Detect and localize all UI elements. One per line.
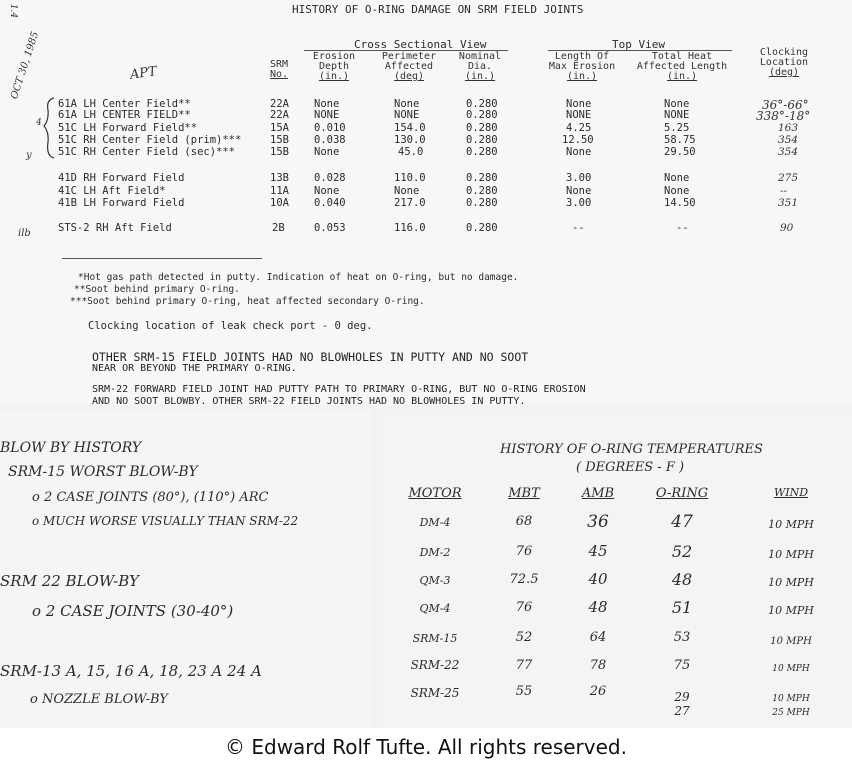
blowby-line-1: SRM-15 WORST BLOW-BY [8, 464, 198, 480]
col-amb: AMB [581, 486, 615, 501]
blowby-line-3: o MUCH WORSE VISUALLY THAN SRM-22 [32, 514, 299, 528]
para2-line1: SRM-22 FORWARD FIELD JOINT HAD PUTTY PATH TO PRIMARY O-RING, BUT NO O-RING EROSION [92, 384, 586, 395]
footnote-1: *Hot gas path detected in putty. Indication of heat on O-ring, but no damage. [78, 272, 519, 283]
col-perimeter: Perimeter Affected (deg) [381, 51, 437, 82]
col-mbt: MBT [508, 486, 540, 501]
blowby-line-4: SRM 22 BLOW-BY [0, 572, 139, 590]
blowby-line-5: o 2 CASE JOINTS (30-40°) [32, 602, 234, 620]
clocking-note: Clocking location of leak check port - 0 deg. [88, 320, 373, 332]
temps-subtitle: ( DEGREES - F ) [576, 460, 685, 475]
group-top-view: Top View [612, 38, 665, 51]
group-cross-sectional: Cross Sectional View [354, 38, 487, 51]
col-nominal-dia: Nominal Dia. (in.) [458, 51, 502, 82]
bracket-icon [42, 96, 56, 160]
footnote-2: **Soot behind primary O-ring. [74, 284, 240, 295]
blowby-line-7: o NOZZLE BLOW-BY [30, 692, 168, 707]
margin-note-apt: APT [129, 64, 158, 83]
temps-title: HISTORY OF O-RING TEMPERATURES [500, 442, 763, 457]
col-oring: O-RING [655, 486, 709, 501]
col-erosion-depth: Erosion Depth (in.) [312, 51, 356, 82]
footnote-3: ***Soot behind primary O-ring, heat affected secondary O-ring. [70, 296, 425, 307]
para2-line2: AND NO SOOT BLOWBY. OTHER SRM-22 FIELD JOINTS HAD NO BLOWHOLES IN PUTTY. [92, 396, 526, 407]
margin-date: OCT 30, 1985 [9, 30, 42, 101]
margin-note-ilb: ilb [18, 228, 31, 239]
para1-line2: NEAR OR BEYOND THE PRIMARY O-RING. [92, 363, 297, 374]
col-heat-length: Total Heat Affected Length (in.) [636, 51, 728, 82]
margin-note-y: y [26, 150, 32, 161]
oring-temperatures-table: HISTORY OF O-RING TEMPERATURES ( DEGREES - F ) MOTOR MBT AMB O-RING WIND DM-4 68 36 47 10 MPH DM-2 76 45 52 10 MPH QM-3 72.5 40 48 10 MPH QM-4 76 48 51 10 MPH SRM-15 52 64 53 10 MPH SRM-22 77 78 75 10 MPH SRM-25 55 26 29 10 MPH 27 25 MPH [378, 410, 852, 728]
col-motor: MOTOR [408, 486, 462, 501]
oring-damage-memo: HISTORY OF O-RING DAMAGE ON SRM FIELD JOINTS 1.4 OCT 30, 1985 APT 4 y ilb Cross Sectional View Top View SRM No. Erosion Depth (in.) Perimeter Affected (deg) Nominal Dia. (in.) Length Of Max Erosion (in.) Total Heat Affected Length (in.) Clocking Location (deg) 61A LH Center Field** 22A None None 0.280 None None 36°-66° 61A LH CENTER FIELD** 22A NONE NONE 0.280 NONE NONE 338°-18° 51C LH Forward Field** 15A 0.010 154.0 0.280 4.25 5.25 163 51C RH Center Field (prim)*** 15B 0.038 130.0 0.280 12.50 58.75 354 51C RH Center Field (sec)*** 15B None 45.0 0.280 None 29.50 354 41D RH Forward Field 13B 0.028 110.0 0.280 3.00 None 275 41C LH Aft Field* 11A None None 0.280 None None -- 41B LH Forward Field 10A 0.040 217.0 0.280 3.00 14.50 351 STS-2 RH Aft Field 2B 0.053 116.0 0.280 -- -- 90 *Hot gas path detected in putty. Indication of heat on O-ring, but no damage. **Soot behind primary O-ring. ***Soot behind primary O-ring, heat affected secondary O-ring. Clocking location of leak check port - 0 deg. OTHER SRM-15 FIELD JOINTS HAD NO BLOWHOLES IN PUTTY AND NO SOOT NEAR OR BEYOND THE PRIMARY O-RING. SRM-22 FORWARD FIELD JOINT HAD PUTTY PATH TO PRIMARY O-RING, BUT NO O-RING EROSION AND NO SOOT BLOWBY. OTHER SRM-22 FIELD JOINTS HAD NO BLOWHOLES IN PUTTY. [0, 0, 852, 405]
blowby-history-note [0, 410, 372, 728]
footnote-divider [62, 258, 262, 259]
col-clocking: Clocking Location (deg) [759, 47, 809, 78]
margin-note-4: 4 [36, 118, 42, 128]
col-wind: WIND [773, 486, 809, 499]
margin-note-top: 1.4 [8, 3, 19, 19]
col-srm: SRM No. [269, 59, 289, 80]
blowby-line-6: SRM-13 A, 15, 16 A, 18, 23 A 24 A [0, 662, 262, 680]
memo-title: HISTORY OF O-RING DAMAGE ON SRM FIELD JOINTS [292, 3, 584, 16]
copyright-footer: © Edward Rolf Tufte. All rights reserved. [0, 728, 852, 766]
blowby-title: BLOW BY HISTORY [0, 440, 142, 456]
extra-oring-temp: 27 [674, 704, 690, 718]
extra-wind: 25 MPH [772, 708, 810, 718]
blowby-line-2: o 2 CASE JOINTS (80°), (110°) ARC [32, 490, 269, 505]
para1-line1: OTHER SRM-15 FIELD JOINTS HAD NO BLOWHOLES IN PUTTY AND NO SOOT [92, 350, 529, 364]
col-length-erosion: Length Of Max Erosion (in.) [548, 51, 616, 82]
